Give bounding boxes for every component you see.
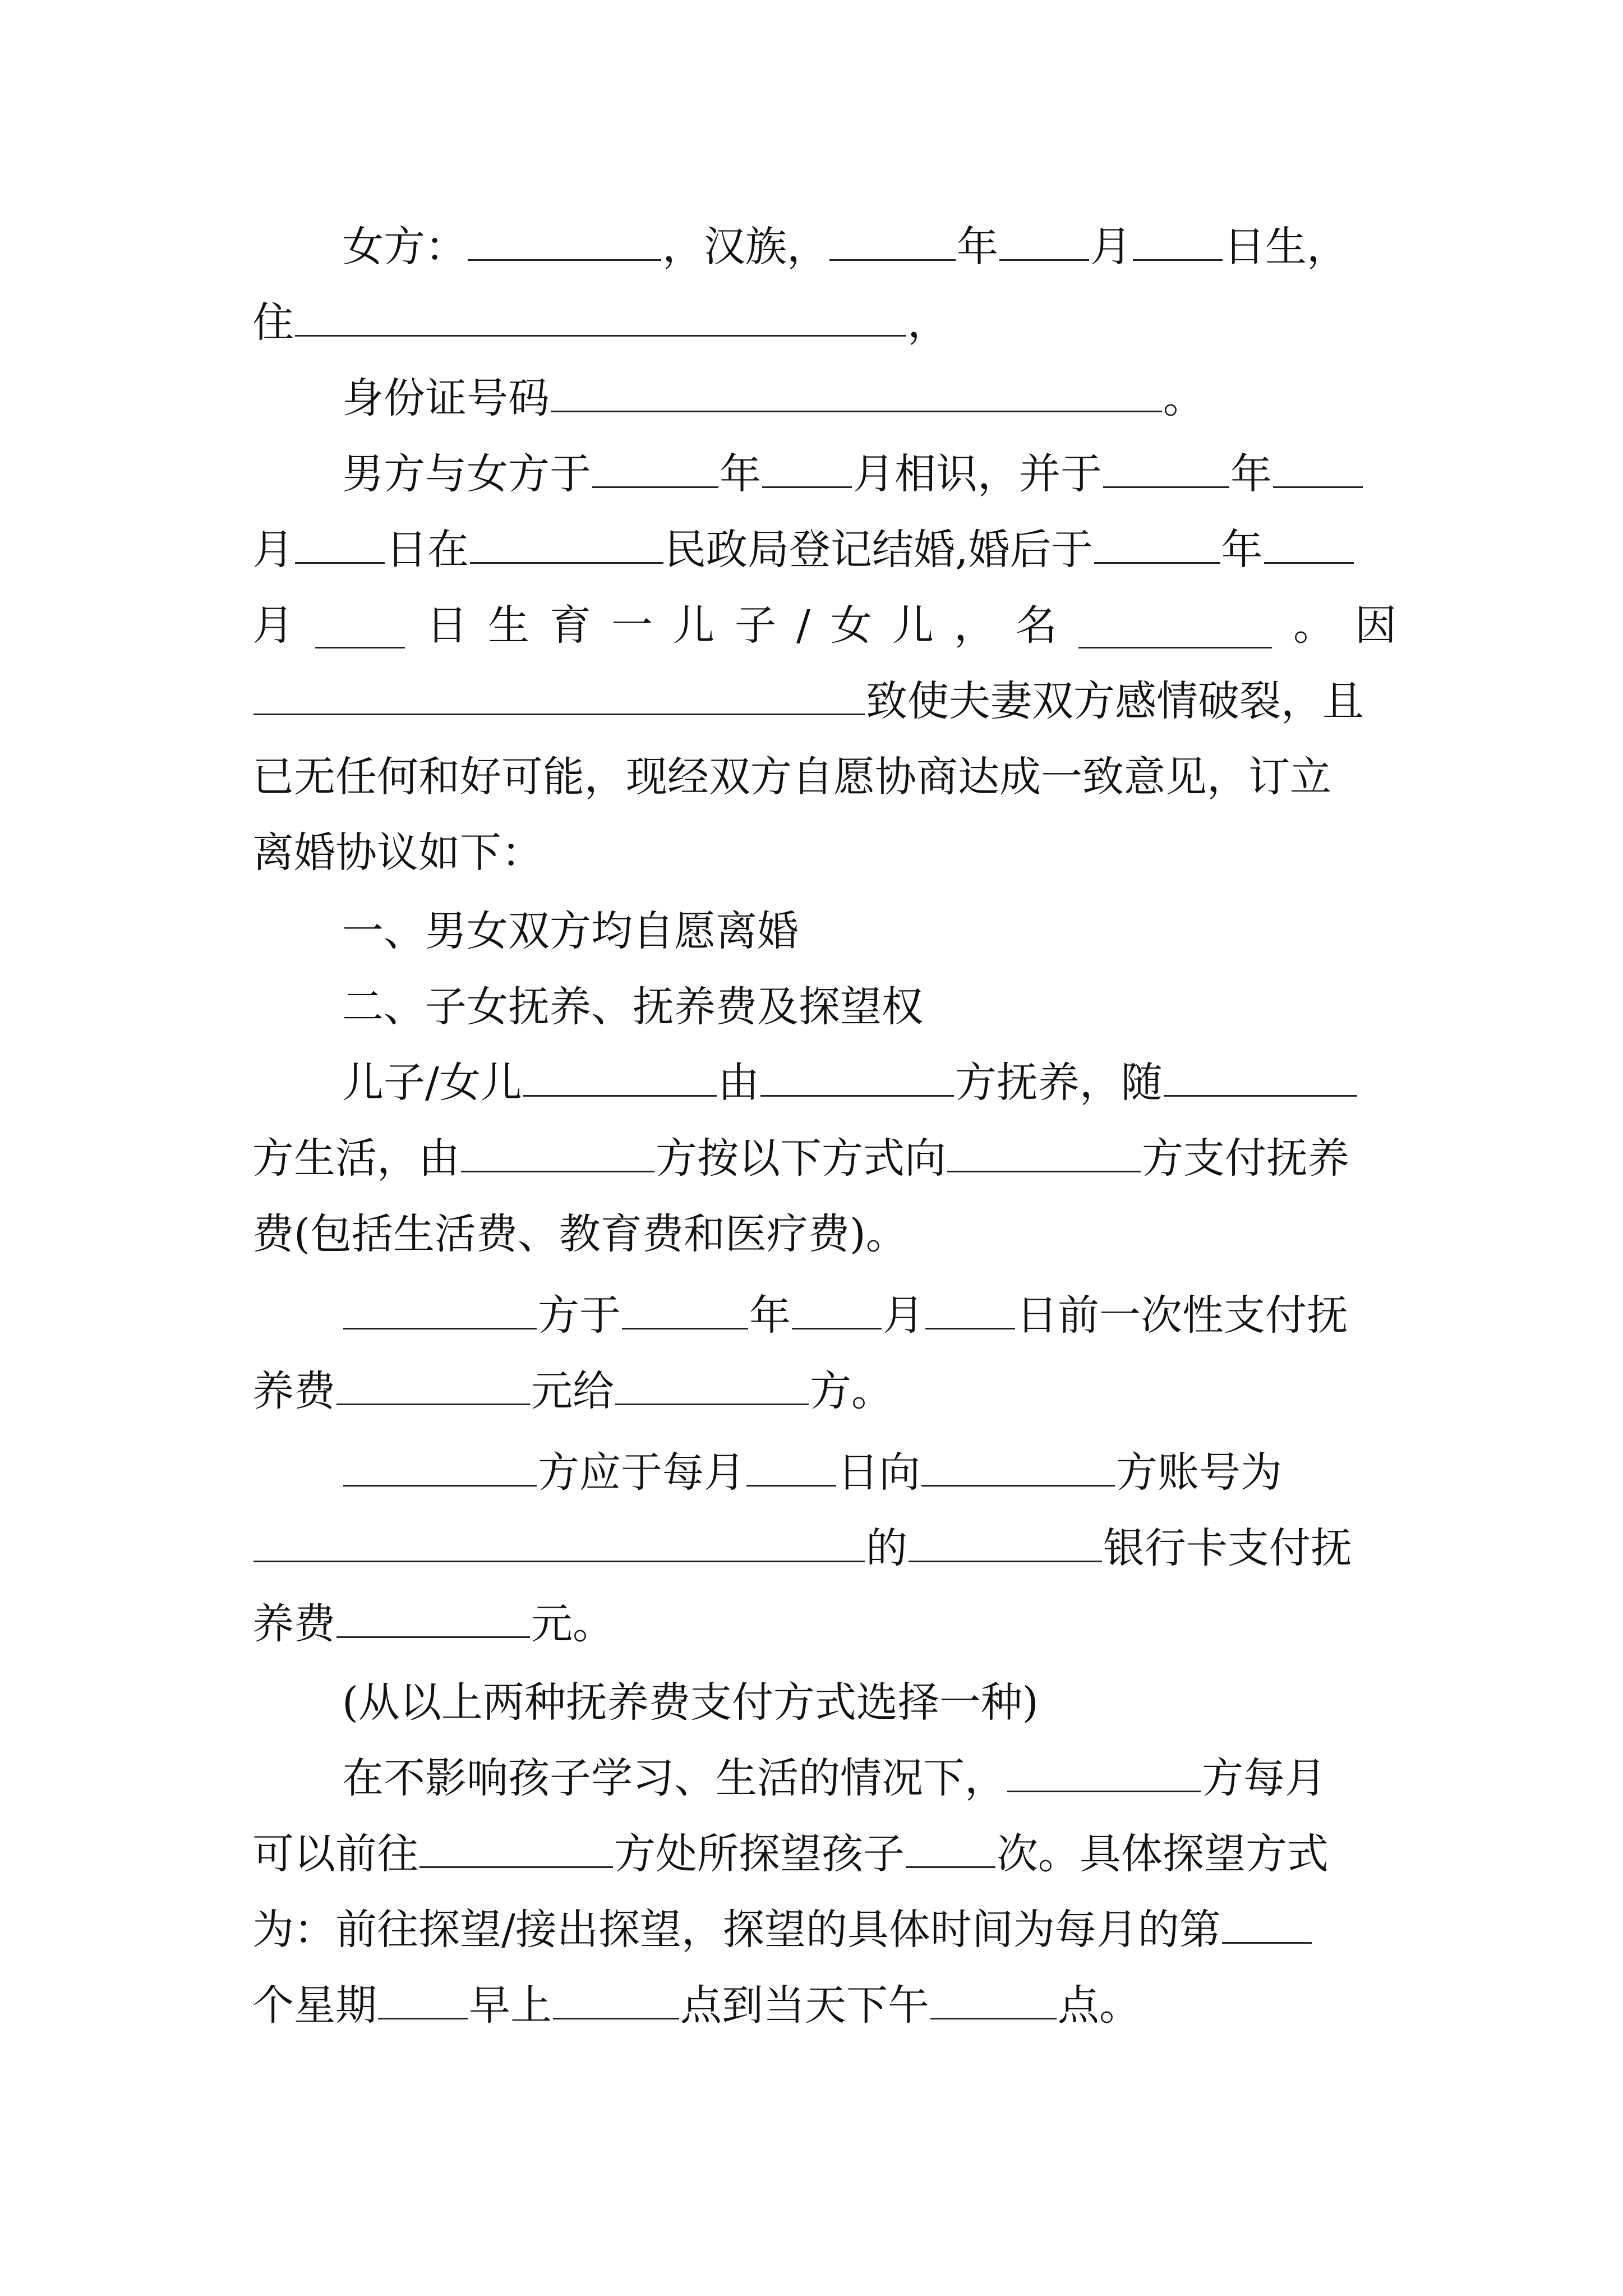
amount-blank[interactable]	[336, 1593, 530, 1638]
visitation-time-line	[252, 1890, 1396, 1969]
year-label: 年	[957, 223, 998, 271]
month-blank[interactable]	[762, 443, 852, 488]
comma-text: ，	[907, 298, 949, 347]
residence-blank[interactable]	[419, 1823, 613, 1868]
agreement-intro-line	[252, 813, 1396, 892]
char: 儿	[892, 601, 934, 650]
female-party-line	[252, 208, 1396, 286]
end-hour-blank[interactable]	[930, 1974, 1057, 2019]
address-line	[252, 283, 1396, 362]
female-party-label: 女方：	[342, 223, 467, 271]
ethnicity-text: ，汉族，	[662, 223, 828, 271]
acquaintance-text: 男方与女方于	[342, 450, 591, 498]
visitation-frequency-line	[252, 1815, 1396, 1893]
custody-line	[252, 1043, 1396, 1122]
day-blank[interactable]	[746, 1441, 836, 1487]
visit-child-text: 方处所探望孩子	[614, 1830, 905, 1878]
month-blank[interactable]	[999, 215, 1089, 261]
lump-sum-line	[252, 1276, 1396, 1355]
period-text: 。	[1163, 374, 1205, 422]
child-name-blank[interactable]	[1078, 603, 1272, 648]
bank-name-blank[interactable]	[909, 1517, 1102, 1562]
day-blank[interactable]	[1133, 215, 1223, 261]
year-label: 年	[1230, 450, 1272, 498]
visitation-hours-line	[252, 1966, 1396, 2045]
civil-affairs-blank[interactable]	[470, 518, 663, 564]
payee-blank[interactable]	[947, 1127, 1141, 1172]
address-blank[interactable]	[295, 291, 906, 337]
day-to-text: 日向	[837, 1448, 920, 1497]
section-one-heading	[252, 892, 1396, 970]
month-label: 月	[252, 526, 294, 574]
id-number-blank[interactable]	[551, 367, 1162, 412]
year-label: 年	[1221, 526, 1263, 574]
weekday-blank[interactable]	[378, 1974, 468, 2019]
monthly-amount-line	[252, 1585, 1396, 1663]
acquaintance-line	[252, 435, 1396, 513]
visitation-condition-text: 在不影响孩子学习、生活的情况下，	[342, 1754, 1006, 1802]
monthly-payment-line	[252, 1433, 1396, 1512]
by-text: 由	[717, 1059, 759, 1107]
month-label: 月	[883, 1291, 924, 1340]
day-blank[interactable]	[315, 603, 405, 648]
year-blank[interactable]	[592, 443, 718, 488]
char: /	[796, 601, 810, 650]
account-text: 方账号为	[1116, 1448, 1282, 1497]
year-label: 年	[749, 1291, 791, 1340]
visitor-blank[interactable]	[1007, 1747, 1201, 1792]
child-label: 儿子/女儿	[342, 1059, 522, 1107]
id-number-line	[252, 359, 1396, 438]
custodian-blank[interactable]	[760, 1051, 954, 1097]
child-blank[interactable]	[523, 1051, 717, 1097]
birth-label: 日生，	[1224, 223, 1348, 271]
payee-blank[interactable]	[921, 1441, 1115, 1487]
yuan-to-text: 元给	[531, 1367, 614, 1415]
support-scope-text: 费(包括生活费、教育费和医疗费)。	[252, 1210, 907, 1258]
char: 儿	[673, 601, 714, 650]
support-payment-line	[252, 1119, 1396, 1198]
times-blank[interactable]	[906, 1823, 995, 1868]
custody-text: 方抚养，随	[955, 1059, 1163, 1107]
weekday-text: 个星期	[252, 1981, 377, 2030]
support-label: 养费	[252, 1600, 335, 1648]
day-blank[interactable]	[295, 518, 385, 564]
marriage-line	[252, 510, 1396, 589]
choose-method-text: (从以上两种抚养费支付方式选择一种)	[342, 1678, 1039, 1727]
registration-text: 民政局登记结婚,婚后于	[665, 526, 1093, 574]
start-hour-blank[interactable]	[553, 1974, 679, 2019]
breakdown-text: 致使夫妻双方感情破裂，且	[866, 677, 1364, 725]
id-number-label: 身份证号码	[342, 374, 550, 422]
visitation-line	[252, 1739, 1396, 1818]
char: 名	[1015, 601, 1057, 650]
method-text: 方按以下方式向	[656, 1134, 946, 1182]
char: 子	[735, 601, 776, 650]
morning-text: 早上	[469, 1981, 552, 2030]
year-label: 年	[720, 450, 761, 498]
party-text: 方于	[538, 1291, 621, 1340]
char: 育	[550, 601, 591, 650]
month-blank[interactable]	[1273, 443, 1363, 488]
monthly-text: 方应于每月	[538, 1448, 745, 1497]
lump-sum-amount-line	[252, 1352, 1396, 1430]
reason-blank[interactable]	[253, 670, 865, 715]
section-one-title: 一、男女双方均自愿离婚	[342, 907, 799, 955]
of-text: 的	[866, 1524, 907, 1572]
week-number-blank[interactable]	[1222, 1898, 1312, 1944]
consensus-line	[252, 738, 1396, 816]
party-text: 方。	[810, 1367, 893, 1415]
agreement-intro-text: 离婚协议如下：	[252, 829, 543, 877]
char: 生	[488, 601, 529, 650]
choose-method-line	[252, 1663, 1396, 1742]
live-text: 方生活，由	[252, 1134, 460, 1182]
char: 月	[252, 601, 294, 650]
year-blank[interactable]	[622, 1284, 748, 1329]
char: 日	[426, 601, 468, 650]
visit-method-text: 次。具体探望方式	[997, 1830, 1329, 1878]
payer-blank[interactable]	[343, 1441, 537, 1487]
met-text: 月相识，并于	[853, 450, 1102, 498]
section-two-heading	[252, 968, 1396, 1046]
day-label: 日在	[386, 526, 469, 574]
may-go-text: 可以前往	[252, 1830, 418, 1878]
char: ，	[953, 601, 995, 650]
breakdown-line	[252, 662, 1396, 740]
payer-blank[interactable]	[461, 1127, 654, 1172]
yuan-text: 元。	[531, 1600, 614, 1648]
bank-card-text: 银行卡支付抚	[1103, 1524, 1352, 1572]
year-blank[interactable]	[829, 215, 956, 261]
address-label: 住	[252, 298, 294, 347]
month-blank[interactable]	[792, 1284, 882, 1329]
day-blank[interactable]	[925, 1284, 1015, 1329]
visit-time-text: 为：前往探望/接出探望，探望的具体时间为每月的第	[252, 1906, 1221, 1954]
child-birth-line	[252, 586, 1396, 665]
hour-text: 点。	[1058, 1981, 1141, 2030]
year-blank[interactable]	[1103, 443, 1229, 488]
char: 女	[830, 601, 872, 650]
until-afternoon-text: 点到当天下午	[680, 1981, 929, 2030]
live-with-blank[interactable]	[1164, 1051, 1357, 1097]
section-two-title: 二、子女抚养、抚养费及探望权	[342, 983, 923, 1031]
year-blank[interactable]	[1094, 518, 1220, 564]
recipient-blank[interactable]	[615, 1360, 809, 1405]
payer-blank[interactable]	[343, 1284, 537, 1329]
pay-support-text: 方支付抚养	[1142, 1134, 1349, 1182]
char: 一	[611, 601, 653, 650]
support-label: 养费	[252, 1367, 335, 1415]
support-scope-line	[252, 1195, 1396, 1273]
month-label: 月	[1090, 223, 1132, 271]
bank-card-line	[252, 1509, 1396, 1588]
consensus-text: 已无任何和好可能，现经双方自愿协商达成一致意见，订立	[252, 753, 1331, 801]
name-blank[interactable]	[468, 215, 661, 261]
month-blank[interactable]	[1264, 518, 1354, 564]
account-number-blank[interactable]	[253, 1517, 865, 1562]
amount-blank[interactable]	[336, 1360, 530, 1405]
lump-sum-text: 日前一次性支付抚	[1016, 1291, 1348, 1340]
char: 因	[1354, 601, 1396, 650]
monthly-text: 方每月	[1202, 1754, 1326, 1802]
char: 。	[1293, 601, 1335, 650]
